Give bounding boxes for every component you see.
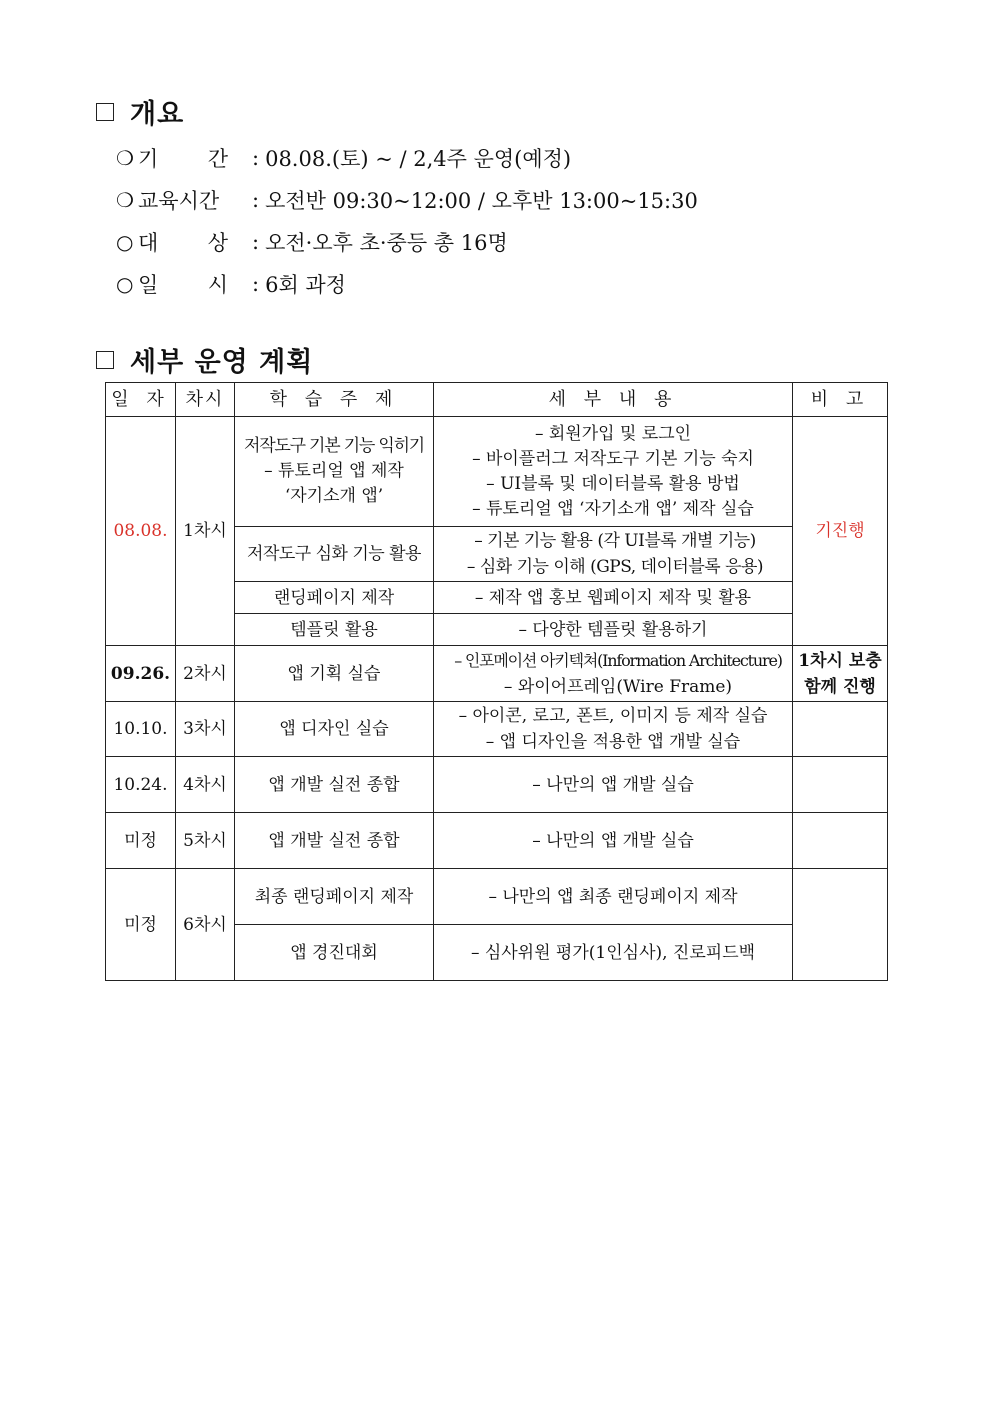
overview-separator: : bbox=[252, 146, 260, 170]
header-topic: 학 습 주 제 bbox=[235, 383, 434, 417]
overview-item-time bbox=[116, 185, 698, 215]
header-session: 차시 bbox=[176, 383, 235, 417]
header-date: 일 자 bbox=[106, 383, 176, 417]
detail-line: – 심화 기능 이해 (GPS, 데이터블록 응용) bbox=[466, 557, 764, 577]
topic-cell: 앱 개발 실전 종합 bbox=[235, 813, 434, 869]
table-row bbox=[106, 702, 888, 757]
detail-cell: – 심사위원 평가(1인심사), 진로피드백 bbox=[434, 925, 793, 981]
overview-title: 개요 bbox=[130, 99, 185, 130]
detail-line: – 회원가입 및 로그인 bbox=[534, 423, 692, 444]
table-row bbox=[106, 813, 888, 869]
circle-bullet-icon: ❍ bbox=[116, 146, 134, 170]
overview-label: 기 간 bbox=[138, 147, 228, 171]
overview-value: 오전반 09:30~12:00 / 오후반 13:00~15:30 bbox=[265, 189, 698, 213]
date-cell: 08.08. bbox=[106, 417, 176, 646]
detail-cell bbox=[434, 527, 793, 582]
topic-cell: 랜딩페이지 제작 bbox=[235, 582, 434, 614]
date-cell: 미정 bbox=[106, 813, 176, 869]
overview-value: 6회 과정 bbox=[265, 273, 346, 297]
topic-cell: 저작도구 심화 기능 활용 bbox=[235, 527, 434, 582]
detail-cell: – 다양한 템플릿 활용하기 bbox=[434, 614, 793, 646]
topic-line: 저작도구 기본 기능 익히기 bbox=[243, 436, 425, 456]
session-cell: 6차시 bbox=[176, 869, 235, 981]
plan-title: 세부 운영 계획 bbox=[130, 347, 314, 378]
date-cell: 10.24. bbox=[106, 757, 176, 813]
detail-line: – 와이어프레임(Wire Frame) bbox=[503, 676, 733, 697]
detail-line: – 인포메이션 아키텍쳐(Information Architecture) bbox=[454, 650, 782, 670]
date-cell: 09.26. bbox=[106, 646, 176, 702]
note-cell bbox=[793, 869, 888, 981]
overview-item-schedule bbox=[116, 269, 346, 299]
overview-heading bbox=[96, 92, 184, 131]
overview-label: 대 상 bbox=[138, 231, 228, 255]
overview-value: 08.08.(토) ~ / 2,4주 운영(예정) bbox=[265, 147, 572, 171]
overview-item-target bbox=[116, 227, 508, 257]
detail-cell: – 나만의 앱 최종 랜딩페이지 제작 bbox=[434, 869, 793, 925]
circle-bullet-icon: ❍ bbox=[116, 188, 134, 212]
header-details: 세 부 내 용 bbox=[434, 383, 793, 417]
topic-cell: 앱 기획 실습 bbox=[235, 646, 434, 702]
detail-cell: – 나만의 앱 개발 실습 bbox=[434, 757, 793, 813]
overview-item-period bbox=[116, 143, 571, 173]
overview-value: 오전·오후 초·중등 총 16명 bbox=[265, 231, 508, 255]
topic-cell: 템플릿 활용 bbox=[235, 614, 434, 646]
overview-separator: : bbox=[252, 188, 260, 212]
note-line: 1차시 보충 bbox=[798, 650, 882, 671]
topic-cell: 앱 경진대회 bbox=[235, 925, 434, 981]
table-row bbox=[106, 869, 888, 925]
detail-line: – 기본 기능 활용 (각 UI블록 개별 기능) bbox=[474, 531, 756, 551]
overview-label: 교육시간 bbox=[138, 189, 220, 213]
note-line: 함께 진행 bbox=[804, 676, 876, 697]
session-cell: 1차시 bbox=[176, 417, 235, 646]
session-cell: 3차시 bbox=[176, 702, 235, 757]
note-cell bbox=[793, 813, 888, 869]
detail-cell: – 나만의 앱 개발 실습 bbox=[434, 813, 793, 869]
detail-line: – 앱 디자인을 적용한 앱 개발 실습 bbox=[485, 732, 741, 752]
topic-cell: 최종 랜딩페이지 제작 bbox=[235, 869, 434, 925]
detail-cell bbox=[434, 646, 793, 702]
note-cell bbox=[793, 757, 888, 813]
topic-line: ‘자기소개 앱’ bbox=[284, 486, 384, 506]
detail-line: – 튜토리얼 앱 ‘자기소개 앱’ 제작 실습 bbox=[472, 498, 754, 519]
detail-line: – UI블록 및 데이터블록 활용 방법 bbox=[486, 473, 740, 494]
session-cell: 5차시 bbox=[176, 813, 235, 869]
circle-bullet-icon: ○ bbox=[116, 230, 134, 254]
detail-cell: – 제작 앱 홍보 웹페이지 제작 및 활용 bbox=[434, 582, 793, 614]
detail-line: – 바이플러그 저작도구 기본 기능 숙지 bbox=[472, 448, 754, 469]
detail-cell bbox=[434, 702, 793, 757]
checkbox-icon bbox=[96, 103, 114, 121]
topic-cell bbox=[235, 417, 434, 527]
header-note: 비 고 bbox=[793, 383, 888, 417]
note-cell: 기진행 bbox=[793, 417, 888, 646]
table-row bbox=[106, 417, 888, 527]
overview-separator: : bbox=[252, 230, 260, 254]
circle-bullet-icon: ○ bbox=[116, 272, 134, 296]
note-cell bbox=[793, 646, 888, 702]
date-cell: 10.10. bbox=[106, 702, 176, 757]
topic-cell: 앱 개발 실전 종합 bbox=[235, 757, 434, 813]
session-cell: 2차시 bbox=[176, 646, 235, 702]
session-cell: 4차시 bbox=[176, 757, 235, 813]
topic-cell: 앱 디자인 실습 bbox=[235, 702, 434, 757]
checkbox-icon bbox=[96, 351, 114, 369]
date-cell: 미정 bbox=[106, 869, 176, 981]
overview-label: 일 시 bbox=[138, 273, 228, 297]
note-cell bbox=[793, 702, 888, 757]
table-row bbox=[106, 757, 888, 813]
overview-separator: : bbox=[252, 272, 260, 296]
detail-line: – 아이콘, 로고, 폰트, 이미지 등 제작 실습 bbox=[458, 706, 768, 726]
table-row bbox=[106, 646, 888, 702]
plan-heading bbox=[96, 340, 313, 379]
plan-table bbox=[105, 382, 888, 981]
table-header-row bbox=[106, 383, 888, 417]
detail-cell bbox=[434, 417, 793, 527]
topic-line: – 튜토리얼 앱 제작 bbox=[264, 461, 404, 481]
